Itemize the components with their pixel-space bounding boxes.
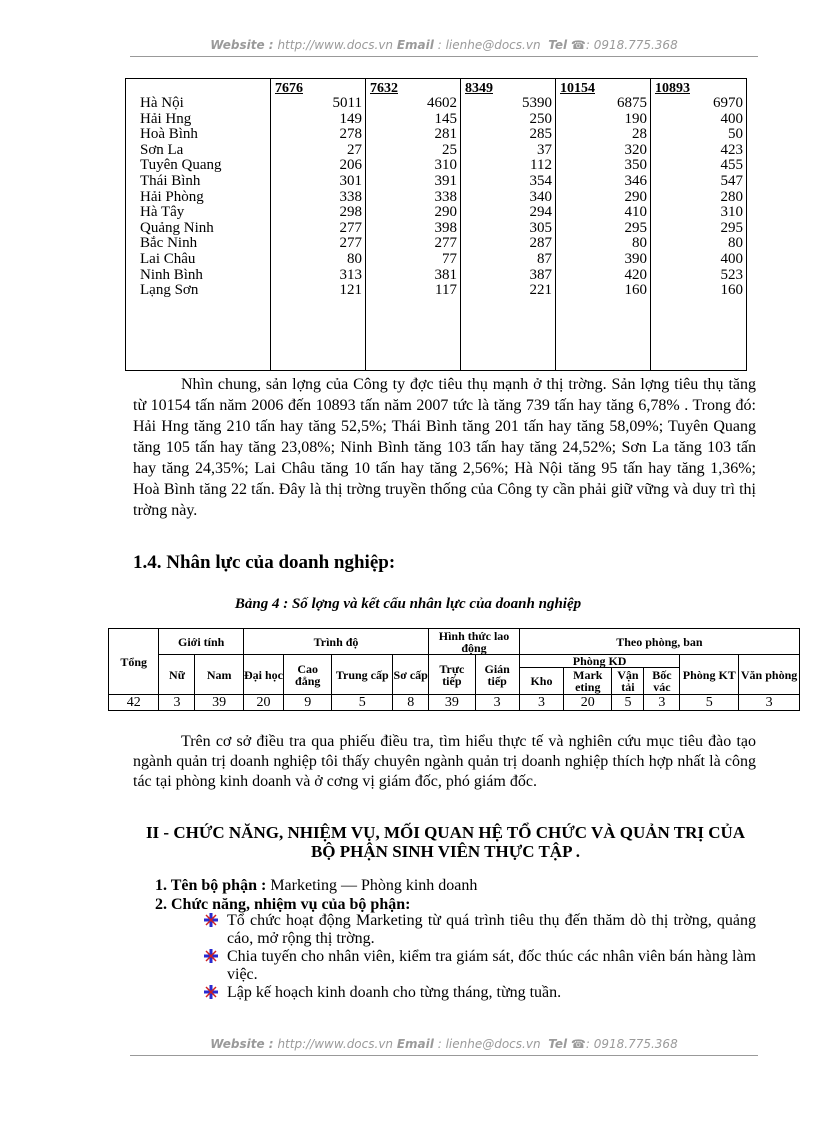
bullet-text: Tổ chức hoạt động Marketing từ quá trình tiêu thụ đến thăm dò thị trờng, quảng cáo, mở rộng thị trờng. — [227, 912, 756, 947]
th-loading: Bốc vác — [644, 668, 680, 695]
region-name: Lai Châu — [140, 250, 196, 267]
region-value: 340 — [529, 188, 552, 205]
region-value: 190 — [624, 110, 647, 127]
list-item-1 — [155, 876, 477, 896]
th-male: Nam — [195, 655, 243, 695]
footer-tel-label: Tel — [548, 1037, 568, 1051]
header-phone: ☎: 0918.775.368 — [570, 38, 678, 52]
research-paragraph: Trên cơ sở điều tra qua phiếu điều tra, tìm hiểu thực tế và nghiên cứu mục tiêu đào tạo ngành quản trị doanh nghiệp tôi thấy chuyên ngành quản trị doanh nghiệp thích hợp nhất là công tác tại phòng kinh doanh và ở cơng vị giám đốc, phó giám đốc. — [133, 733, 756, 790]
year-column-1 — [271, 79, 366, 370]
table-cell: 20 — [243, 695, 283, 711]
region-value: 298 — [339, 204, 362, 221]
region-value: 80 — [632, 235, 647, 252]
region-value: 27 — [347, 141, 362, 158]
region-value: 6970 — [713, 95, 743, 111]
th-accounting-dept: Phòng KT — [680, 655, 739, 695]
region-value: 250 — [529, 110, 552, 127]
list-item-label: 2. Chức năng, nhiệm vụ của bộ phận: — [155, 896, 411, 913]
market-table — [125, 78, 747, 371]
bullet-item — [203, 984, 756, 1002]
th-university: Đại học — [243, 655, 283, 695]
region-value: 87 — [537, 250, 552, 267]
year-total: 10154 — [560, 81, 595, 96]
region-value: 145 — [434, 110, 457, 127]
year-column-4 — [556, 79, 651, 370]
table-cell: 3 — [475, 695, 519, 711]
th-elementary: Sơ cấp — [393, 655, 429, 695]
region-value: 420 — [624, 266, 647, 283]
table-cell: 39 — [429, 695, 475, 711]
year-total: 8349 — [465, 81, 493, 96]
year-column-5 — [651, 79, 746, 370]
th-gender: Giới tính — [159, 629, 243, 655]
region-value: 455 — [720, 157, 743, 174]
star-bullet-icon — [203, 913, 219, 927]
region-name: Lạng Sơn — [140, 282, 199, 299]
region-column — [126, 79, 271, 370]
region-value: 290 — [624, 188, 647, 205]
th-education: Trình độ — [243, 629, 428, 655]
year-column-2 — [366, 79, 461, 370]
list-item-value: Marketing — Phòng kinh doanh — [266, 877, 478, 894]
region-value: 295 — [720, 219, 743, 236]
region-value: 310 — [434, 157, 457, 174]
header-email[interactable]: : lienhe@docs.vn — [437, 38, 541, 52]
region-value: 301 — [339, 172, 362, 189]
region-value: 346 — [624, 172, 647, 189]
region-value: 410 — [624, 204, 647, 221]
table-cell: 39 — [195, 695, 243, 711]
region-value: 338 — [339, 188, 362, 205]
table-cell: 5 — [680, 695, 739, 711]
region-value: 305 — [529, 219, 552, 236]
bullet-item — [203, 948, 756, 984]
region-value: 390 — [624, 250, 647, 267]
region-value: 281 — [434, 126, 457, 143]
region-value: 350 — [624, 157, 647, 174]
page-footer — [130, 1037, 758, 1056]
region-value: 285 — [529, 126, 552, 143]
table-cell: 3 — [519, 695, 563, 711]
region-name: Hải Phòng — [140, 188, 204, 205]
region-value: 400 — [720, 250, 743, 267]
market-summary-paragraph: Nhìn chung, sản lợng của Công ty đợc tiêu thụ mạnh ở thị trờng. Sản lợng tiêu thụ tăng từ 10154 tấn năm 2006 đến 10893 tấn năm 2007 tức là tăng 739 tấn hay tăng 6,78% . Trong đó: Hải Hng tăng 210 tấn hay tăng 52,5%; Thái Bình tăng 201 tấn hay tăng 58,09%; Tuyên Quang tăng 105 tấn hay tăng 23,08%; Ninh Bình tăng 103 tấn hay tăng 24,52%; Sơn La tăng 103 tấn hay tăng 24,35%; Lai Châu tăng 10 tấn hay tăng 2,56%; Hà Nội tăng 95 tấn hay tăng 1,36%; Hoà Bình tăng 22 tấn. Đây là thị trờng truyền thống của Công ty cần phải giữ vững và duy trì thị trờng này. — [133, 376, 756, 519]
region-name: Thái Bình — [140, 172, 201, 189]
region-value: 295 — [624, 219, 647, 236]
table-cell: 5 — [332, 695, 393, 711]
footer-phone: ☎: 0918.775.368 — [570, 1037, 678, 1051]
region-value: 278 — [339, 126, 362, 143]
region-value: 287 — [529, 235, 552, 252]
table-cell: 3 — [159, 695, 195, 711]
table-cell: 3 — [644, 695, 680, 711]
region-value: 320 — [624, 141, 647, 158]
th-female: Nữ — [159, 655, 195, 695]
region-name: Hà Tây — [140, 204, 185, 221]
region-value: 391 — [434, 172, 457, 189]
region-value: 149 — [339, 110, 362, 127]
bullet-text: Chia tuyến cho nhân viên, kiểm tra giám sát, đốc thúc các nhân viên bán hàng làm việc. — [227, 948, 756, 983]
th-department: Theo phòng, ban — [519, 629, 799, 655]
region-value: 387 — [529, 266, 552, 283]
header-web-label: Website : — [210, 38, 274, 52]
th-direct: Trực tiếp — [429, 655, 475, 695]
region-value: 523 — [720, 266, 743, 283]
th-college: Cao đẳng — [284, 655, 332, 695]
region-value: 121 — [339, 282, 362, 299]
region-value: 5390 — [522, 95, 552, 111]
region-value: 28 — [632, 126, 647, 143]
region-value: 5011 — [332, 95, 362, 111]
th-warehouse: Kho — [519, 668, 563, 695]
table-cell: 5 — [612, 695, 644, 711]
th-office: Văn phòng — [739, 655, 800, 695]
footer-email[interactable]: : lienhe@docs.vn — [437, 1037, 541, 1051]
region-name: Hải Hng — [140, 110, 192, 127]
region-value: 294 — [529, 204, 552, 221]
table-caption: Bảng 4 : Số lợng và kết cấu nhân lực của doanh nghiệp — [234, 596, 582, 612]
region-name: Hà Nội — [140, 95, 184, 111]
th-total: Tổng — [109, 629, 159, 695]
bullet-item — [203, 912, 756, 948]
region-value: 80 — [347, 250, 362, 267]
th-transport: Vận tải — [612, 668, 644, 695]
region-value: 112 — [530, 157, 552, 174]
region-value: 25 — [442, 141, 457, 158]
th-marketing: Mark eting — [564, 668, 612, 695]
region-value: 4602 — [427, 95, 457, 111]
th-indirect: Gián tiếp — [475, 655, 519, 695]
region-value: 77 — [442, 250, 457, 267]
page-header — [130, 38, 758, 57]
th-intermediate: Trung cấp — [332, 655, 393, 695]
header-email-label: Email — [396, 38, 434, 52]
table-cell: 20 — [564, 695, 612, 711]
region-value: 290 — [434, 204, 457, 221]
table-row — [109, 695, 800, 711]
footer-email-label: Email — [396, 1037, 434, 1051]
bullet-text: Lập kế hoạch kinh doanh cho từng tháng, từng tuần. — [227, 984, 562, 1001]
year-total: 7632 — [370, 81, 398, 96]
header-tel-label: Tel — [548, 38, 568, 52]
region-name: Hoà Bình — [140, 126, 198, 143]
list-item-label: 1. Tên bộ phận : — [155, 877, 267, 894]
star-bullet-icon — [203, 985, 219, 999]
region-value: 277 — [339, 219, 362, 236]
region-value: 160 — [624, 282, 647, 299]
year-column-3 — [461, 79, 556, 370]
table-cell: 9 — [284, 695, 332, 711]
region-value: 398 — [434, 219, 457, 236]
th-work-form: Hình thức lao động — [429, 629, 520, 655]
region-value: 310 — [720, 204, 743, 221]
region-value: 80 — [728, 235, 743, 252]
region-value: 338 — [434, 188, 457, 205]
region-value: 221 — [529, 282, 552, 299]
region-name: Ninh Bình — [140, 266, 203, 283]
region-value: 381 — [434, 266, 457, 283]
table-cell: 8 — [393, 695, 429, 711]
footer-web-label: Website : — [210, 1037, 274, 1051]
region-value: 277 — [434, 235, 457, 252]
region-value: 400 — [720, 110, 743, 127]
th-business-dept: Phòng KD — [519, 655, 680, 668]
section-heading-2: II - CHỨC NĂNG, NHIỆM VỤ, MỐI QUAN HỆ TỔ CHỨC VÀ QUẢN TRỊ CỦA BỘ PHẬN SINH VIÊN THỰC TẬP . — [145, 823, 746, 861]
region-value: 547 — [720, 172, 743, 189]
region-name: Sơn La — [140, 141, 184, 158]
region-value: 206 — [339, 157, 362, 174]
star-bullet-icon — [203, 949, 219, 963]
year-total: 10893 — [655, 81, 690, 96]
region-value: 6875 — [617, 95, 647, 111]
section-heading-1-4: 1.4. Nhân lực của doanh nghiệp: — [133, 552, 396, 573]
region-value: 354 — [529, 172, 552, 189]
region-name: Tuyên Quang — [140, 157, 222, 174]
region-value: 277 — [339, 235, 362, 252]
region-value: 117 — [435, 282, 457, 299]
region-value: 280 — [720, 188, 743, 205]
region-value: 313 — [339, 266, 362, 283]
staff-table — [108, 628, 800, 711]
table-cell: 3 — [739, 695, 800, 711]
header-url[interactable]: http://www.docs.vn — [277, 38, 394, 52]
region-value: 50 — [728, 126, 743, 143]
region-value: 37 — [537, 141, 552, 158]
region-value: 160 — [720, 282, 743, 299]
region-name: Quảng Ninh — [140, 219, 214, 236]
footer-url[interactable]: http://www.docs.vn — [277, 1037, 394, 1051]
region-value: 423 — [720, 141, 743, 158]
table-cell: 42 — [109, 695, 159, 711]
region-name: Bắc Ninh — [140, 235, 198, 252]
year-total: 7676 — [275, 81, 303, 96]
